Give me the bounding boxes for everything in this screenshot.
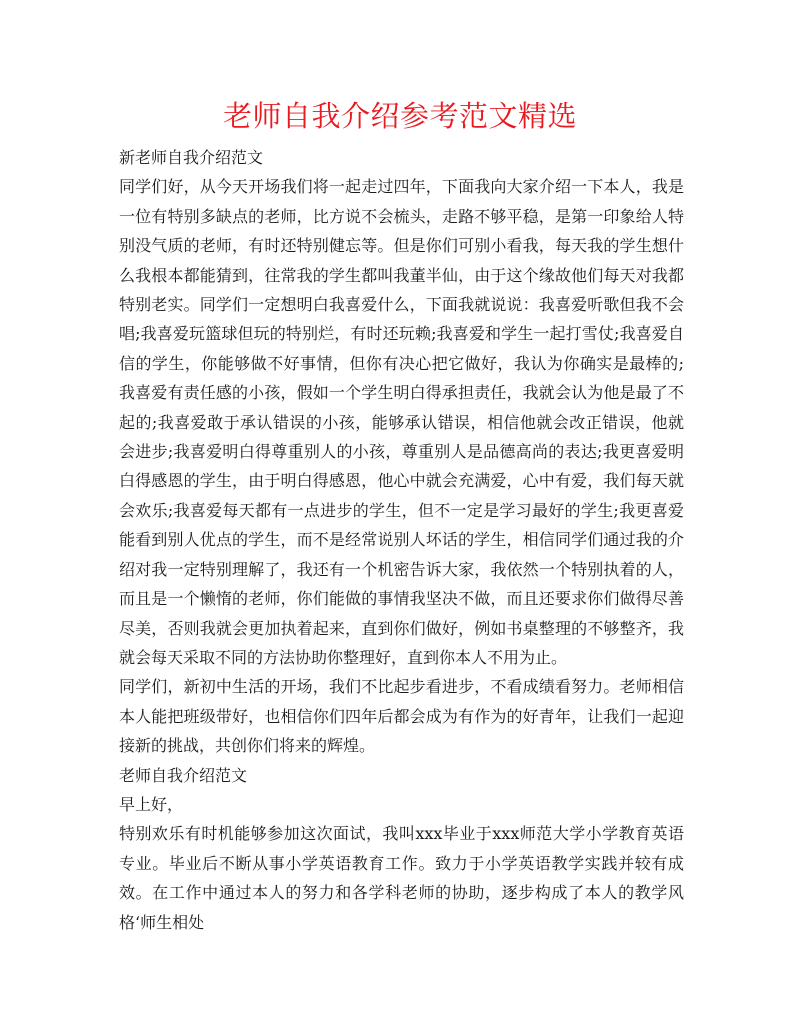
section-heading-new-teacher: 新老师自我介绍范文 [119, 148, 264, 167]
greeting-line: 早上好， [119, 794, 184, 814]
document-body [119, 143, 684, 937]
body-paragraph: 特别欢乐有时机能够参加这次面试，我叫xxx毕业于xxx师范大学小学教育英语专业。毕业后不断从事小学英语教育工作。致力于小学英语教学实践并较有成效。在工作中通过本人的努力和各学科老师的协助，逐步构成了本人的教学风格‘师生相处 [119, 824, 684, 932]
body-paragraph: 同学们，新初中生活的开场，我们不比起步看进步，不看成绩看努力。老师相信本人能把班级带好，也相信你们四年后都会成为有作为的好青年，让我们一起迎接新的挑战，共创你们将来的辉煌。 [119, 677, 684, 756]
document-title: 老师自我介绍参考范文精选 [222, 99, 577, 133]
body-paragraph: 同学们好，从今天开场我们将一起走过四年，下面我向大家介绍一下本人，我是一位有特别多缺点的老师，比方说不会梳头，走路不够平稳，是第一印象给人特别没气质的老师，有时还特别健忘等。但是你们可别小看我，每天我的学生想什么我根本都能猜到，往常我的学生都叫我董半仙，由于这个缘故他们每天对我都特别老实。同学们一定想明白我喜爱什么，下面我就说说：我喜爱听歌但我不会唱;我喜爱玩篮球但玩的特别烂，有时还玩赖;我喜爱和学生一起打雪仗;我喜爱自信的学生，你能够做不好事情，但你有决心把它做好，我认为你确实是最棒的;我喜爱有责任感的小孩，假如一个学生明白得承担责任，我就会认为他是最了不起的;我喜爱敢于承认错误的小孩，能够承认错误，相信他就会改正错误，他就会进步;我喜爱明白得尊重别人的小孩，尊重别人是品德高尚的表达;我更喜爱明白得感恩的学生，由于明白得感恩，他心中就会充满爱，心中有爱，我们每天就会欢乐;我喜爱每天都有一点进步的学生，但不一定是学习最好的学生;我更喜爱能看到别人优点的学生，而不是经常说别人坏话的学生，相信同学们通过我的介绍对我一定特别理解了，我还有一个机密告诉大家，我依然一个特别执着的人，而且是一个懒惰的老师，你们能做的事情我坚决不做，而且还要求你们做得尽善尽美，否则我就会更加执着起来，直到你们做好，例如书桌整理的不够整齐，我就会每天采取不同的方法协助你整理好，直到你本人不用为止。 [119, 177, 684, 667]
section-heading-teacher: 老师自我介绍范文 [119, 765, 248, 785]
